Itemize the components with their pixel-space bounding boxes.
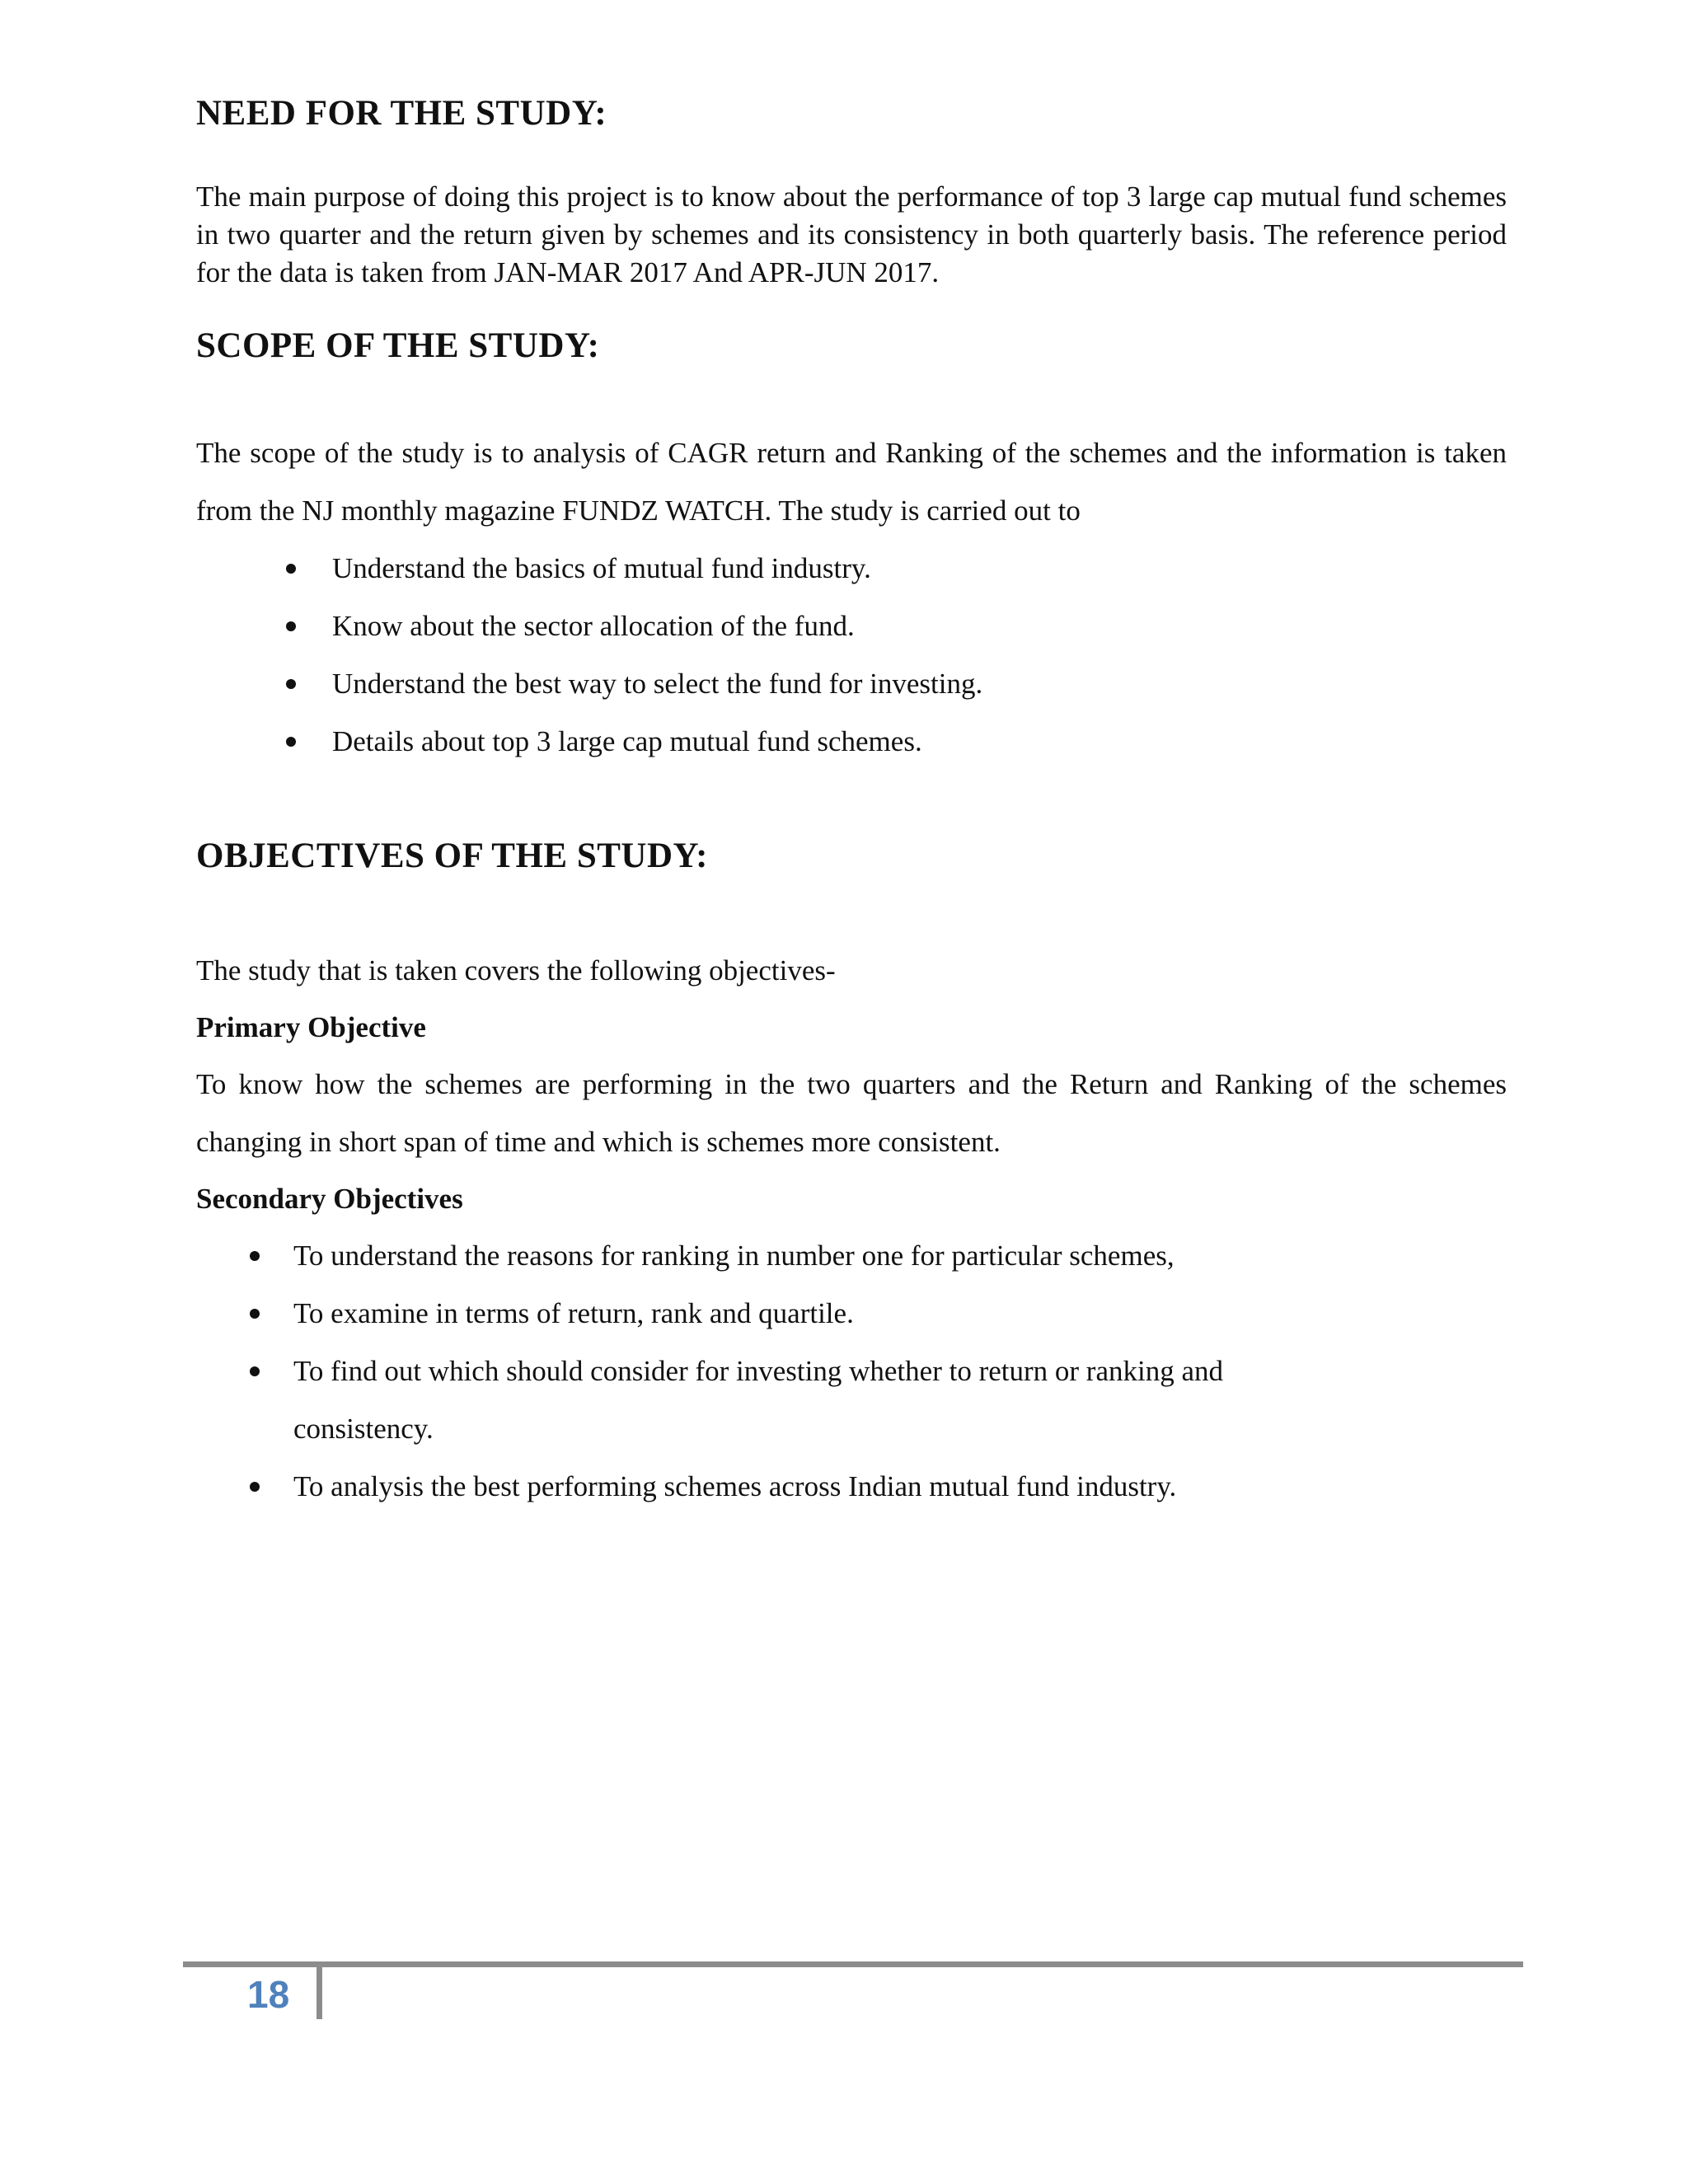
page-number: 18 [247,1973,290,2016]
scope-paragraph: The scope of the study is to analysis of CAGR return and Ranking of the schemes and the information is taken from the NJ monthly magazine FUNDZ WATCH. The study is carried out to [196,437,1507,527]
bullet-icon [286,564,296,574]
need-paragraph: The main purpose of doing this project is to know about the performance of top 3 large cap mutual fund schemes in two quarter and the return given by schemes and its consistency in both quarterly basis. The reference period for the data is taken from JAN-MAR 2017 And APR-JUN 2017. [196,180,1507,288]
secondary-objectives-heading: Secondary Objectives [196,1182,463,1215]
list-item-text: Understand the best way to select the fund for investing. [332,668,983,701]
list-item-text: To understand the reasons for ranking in number one for particular schemes, [293,1239,1175,1272]
bullet-icon [250,1482,260,1492]
list-item [196,540,1507,598]
bullet-icon [286,621,296,631]
bullet-icon [250,1309,260,1319]
need-heading: NEED FOR THE STUDY: [196,94,607,133]
objectives-heading: OBJECTIVES OF THE STUDY: [196,837,708,876]
bullet-icon [250,1366,260,1376]
list-item [196,1285,1507,1343]
footer-divider [183,1961,1523,1967]
page-content [196,92,1507,1516]
list-item [196,655,1507,713]
objectives-intro: The study that is taken covers the following objectives- [196,954,836,987]
list-item [196,1343,1507,1458]
bullet-icon [250,1251,260,1261]
scope-list [196,540,1507,771]
footer-divider-tick [316,1961,322,2019]
list-item-text: Know about the sector allocation of the fund. [332,610,855,643]
list-item-text: Details about top 3 large cap mutual fund schemes. [332,725,922,758]
list-item [196,1227,1507,1285]
list-item-text: Understand the basics of mutual fund industry. [332,552,871,585]
primary-objective-heading: Primary Objective [196,1010,426,1043]
list-item [196,598,1507,655]
list-item [196,1458,1507,1516]
secondary-objectives-list [196,1227,1507,1516]
list-item [196,713,1507,771]
scope-heading: SCOPE OF THE STUDY: [196,326,600,365]
list-item-text: To analysis the best performing schemes across Indian mutual fund industry. [293,1469,1177,1502]
primary-objective-paragraph: To know how the schemes are performing in the two quarters and the Return and Ranking of the schemes changing in short span of time and which is schemes more consistent. [196,1067,1507,1158]
list-item-text: To examine in terms of return, rank and quartile. [293,1296,854,1329]
list-item-text: To find out which should consider for investing whether to return or ranking and consistency. [293,1354,1223,1445]
bullet-icon [286,737,296,747]
bullet-icon [286,679,296,689]
